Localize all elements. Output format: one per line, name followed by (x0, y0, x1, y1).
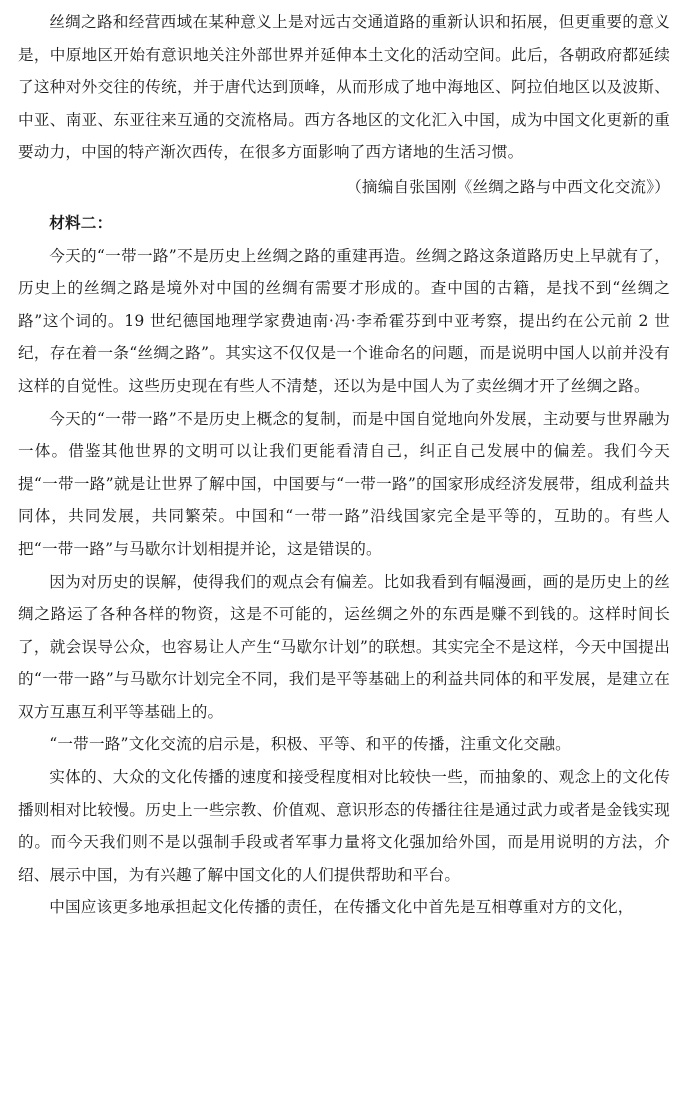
source-citation: （摘编自张国刚《丝绸之路与中西文化交流》） (346, 177, 670, 196)
paragraph-cultural-exchange-lesson: “一带一路”文化交流的启示是，积极、平等、和平的传播，注重文化交融。 (49, 735, 571, 754)
paragraph-china-responsibility: 中国应该更多地承担起文化传播的责任，在传播文化中首先是互相尊重对方的文化， (49, 898, 634, 917)
paragraph-cultural-transmission: 实体的、大众的文化传播的速度和接受程度相对比较快一些，而抽象的、观念上的文化传播则相对比较慢。历史上一些宗教、价值观、意识形态的传播往往是通过武力或者是金钱实现的。而今天我们则不是以强制手段或者军事力量将文化强加给外国，而是用说明的方法，介绍、展示中国，为有兴趣了解中国文化的人们提供帮助和平台。 (18, 768, 670, 884)
paragraph-silk-road-history: 今天的“一带一路”不是历史上丝绸之路的重建再造。丝绸之路这条道路历史上早就有了，历史上的丝绸之路是境外对中国的丝绸有需要才形成的。查中国的古籍，是找不到“丝绸之路”这个词的。19 世纪德国地理学家费迪南·冯·李希霍芬到中亚考察，提出约在公元前 2 世纪，存在着一条“丝绸之路”。其实这不仅仅是一个谁命名的问题，而是说明中国人以前并没有这样的自觉性。这些历史现在有些人不清楚，还以为是中国人为了卖丝绸才开了丝绸之路。 (18, 246, 670, 395)
paragraph-belt-and-road-development: 今天的“一带一路”不是历史上概念的复制，而是中国自觉地向外发展，主动要与世界融为一体。借鉴其他世界的文明可以让我们更能看清自己，纠正自己发展中的偏差。我们今天提“一带一路”就是让世界了解中国，中国要与“一带一路”的国家形成经济发展带，组成利益共同体，共同发展，共同繁荣。中国和“一带一路”沿线国家完全是平等的，互助的。有些人把“一带一路”与马歇尔计划相提并论，这是错误的。 (18, 409, 670, 558)
paragraph-historical-misunderstanding: 因为对历史的误解，使得我们的观点会有偏差。比如我看到有幅漫画，画的是历史上的丝绸之路运了各种各样的物资，这是不可能的，运丝绸之外的东西是赚不到钱的。这样时间长了，就会误导公众，也容易让人产生“马歇尔计划”的联想。其实完全不是这样，今天中国提出的“一带一路”与马歇尔计划完全不同，我们是平等基础上的利益共同体的和平发展，是建立在双方互惠互利平等基础上的。 (18, 572, 670, 721)
paragraph-material-one-ending: 丝绸之路和经营西域在某种意义上是对远古交通道路的重新认识和拓展，但更重要的意义是，中原地区开始有意识地关注外部世界并延伸本土文化的活动空间。此后，各朝政府都延续了这种对外交往的传统，并于唐代达到顶峰，从而形成了地中海地区、阿拉伯地区以及波斯、中亚、南亚、东亚往来互通的交流格局。西方各地区的文化汇入中国，成为中国文化更新的重要动力，中国的特产渐次西传，在很多方面影响了西方诸地的生活习惯。 (18, 13, 670, 162)
section-heading-material-two: 材料二： (49, 213, 113, 232)
